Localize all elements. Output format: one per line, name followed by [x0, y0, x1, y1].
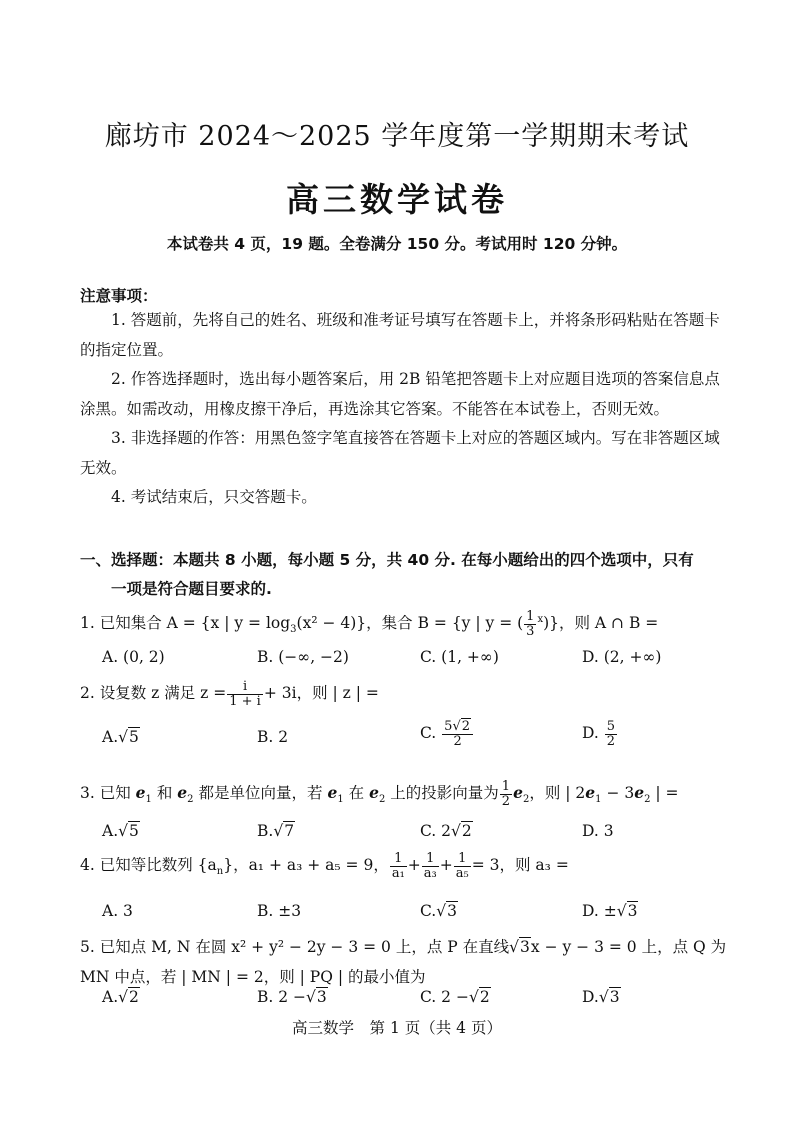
q2-text: + 3i，则 | z | =	[263, 684, 379, 703]
q1-option-d: D. (2, +∞)	[582, 648, 662, 666]
exam-subtitle: 高三数学试卷	[286, 180, 508, 219]
q4-option-d: D. ±√3	[582, 902, 638, 920]
q2-fraction: $\frac{i}{1 + i}$	[229, 679, 261, 709]
q5-option-c: C. 2 −√2	[420, 988, 490, 1006]
q5-option-d: D.√3	[582, 988, 620, 1006]
page-footer: 高三数学 第 1 页（共 4 页）	[292, 1019, 502, 1037]
q3-option-b: B.√7	[257, 822, 295, 840]
vector-e1: e	[135, 783, 146, 803]
question-4: 4. 已知等比数列 $\{a_n\}$，a₁ + a₃ + a₅ = 9， $\frac{1}{\text{a₁}}$ + $\frac{1}{\text{a₃}}$ + $\frac{1}{\text{a₅}}$ = 3，则 a₃ =	[80, 851, 569, 881]
notice-list	[80, 306, 720, 513]
exam-info: 本试卷共 4 页，19 题。全卷满分 150 分。考试用时 120 分钟。	[166, 235, 628, 253]
question-2	[80, 680, 730, 708]
q4-fraction-1: $\frac{1}{\text{a₁}}$	[391, 851, 405, 881]
q2-option-d: D. $\frac{5}{2}$	[582, 719, 616, 749]
q5-option-b: B. 2 −√3	[257, 988, 327, 1006]
q4-option-c: C.√3	[420, 902, 457, 920]
q4-fraction-3: $\frac{1}{\text{a₅}}$	[455, 851, 469, 881]
q2-option-a: A.√5	[102, 728, 139, 746]
q4-option-b: B. ±3	[257, 902, 302, 920]
question-1	[80, 610, 730, 638]
notice-item: 1. 答题前，先将自己的姓名、班级和准考证号填写在答题卡上，并将条形码粘贴在答题卡的指定位置。	[80, 311, 720, 359]
q1-log-base: 3	[290, 624, 297, 636]
q1-text: )}，则 A ∩ B =	[543, 614, 659, 633]
question-3: 3. 已知 $e_1$ 和 $e_2$ 都是单位向量，若 $e_1$ 在 $e_2$ 上的投影向量为 $\frac{1}{2}$ $e_2$，则 | $2e_1 - 3e_2$ | =	[80, 779, 679, 809]
exam-title: 廊坊市 2024～2025 学年度第一学期期末考试	[104, 121, 690, 152]
notice-item: 4. 考试结束后，只交答题卡。	[111, 488, 317, 506]
section-heading-line1: 一、选择题：本题共 8 小题，每小题 5 分，共 40 分. 在每小题给出的四个选项中，只有	[80, 551, 694, 569]
q1-text: (x² − 4)}，集合 B = {y | y = (	[296, 614, 524, 633]
notice-heading: 注意事项：	[80, 287, 158, 305]
q3-option-a: A.√5	[102, 822, 139, 840]
q4-option-a: A. 3	[102, 902, 133, 920]
q3-option-c: C. 2√2	[420, 822, 472, 840]
q2-text: 2. 设复数 z 满足 z =	[80, 684, 227, 703]
q5-option-a: A.√2	[102, 988, 139, 1006]
q1-option-b: B. (−∞, −2)	[257, 648, 349, 666]
q3-option-d: D. 3	[582, 822, 614, 840]
q4-fraction-2: $\frac{1}{\text{a₃}}$	[423, 851, 437, 881]
notice-item: 3. 非选择题的作答：用黑色签字笔直接答在答题卡上对应的答题区域内。写在非答题区域无效。	[80, 429, 720, 477]
q2-option-c: C. $\frac{5√2}{2}$	[420, 720, 474, 748]
question-5: 5. 已知点 M, N 在圆 x² + y² − 2y − 3 = 0 上，点 P 在直线√3x − y − 3 = 0 上，点 Q 为 MN 中点，若 | MN | = 2，则 | PQ | 的最小值为	[80, 938, 727, 986]
notice-item: 2. 作答选择题时，选出每小题答案后，用 2B 铅笔把答题卡上对应题目选项的答案信息点涂黑。如需改动，用橡皮擦干净后，再选涂其它答案。不能答在本试卷上，否则无效。	[80, 370, 720, 418]
q1-exponent: x	[537, 613, 544, 625]
q1-option-a: A. (0, 2)	[102, 648, 165, 666]
q3-fraction: $\frac{1}{2}$	[501, 779, 511, 809]
vector-e2: e	[177, 783, 188, 803]
q1-fraction: $\frac{1}{3}$	[526, 609, 535, 639]
q1-text: 1. 已知集合 A = {x | y = log	[80, 614, 291, 633]
section-heading	[80, 546, 725, 604]
q1-option-c: C. (1, +∞)	[420, 648, 499, 666]
q2-option-b: B. 2	[257, 728, 289, 746]
section-heading-line2: 一项是符合题目要求的.	[111, 580, 272, 598]
